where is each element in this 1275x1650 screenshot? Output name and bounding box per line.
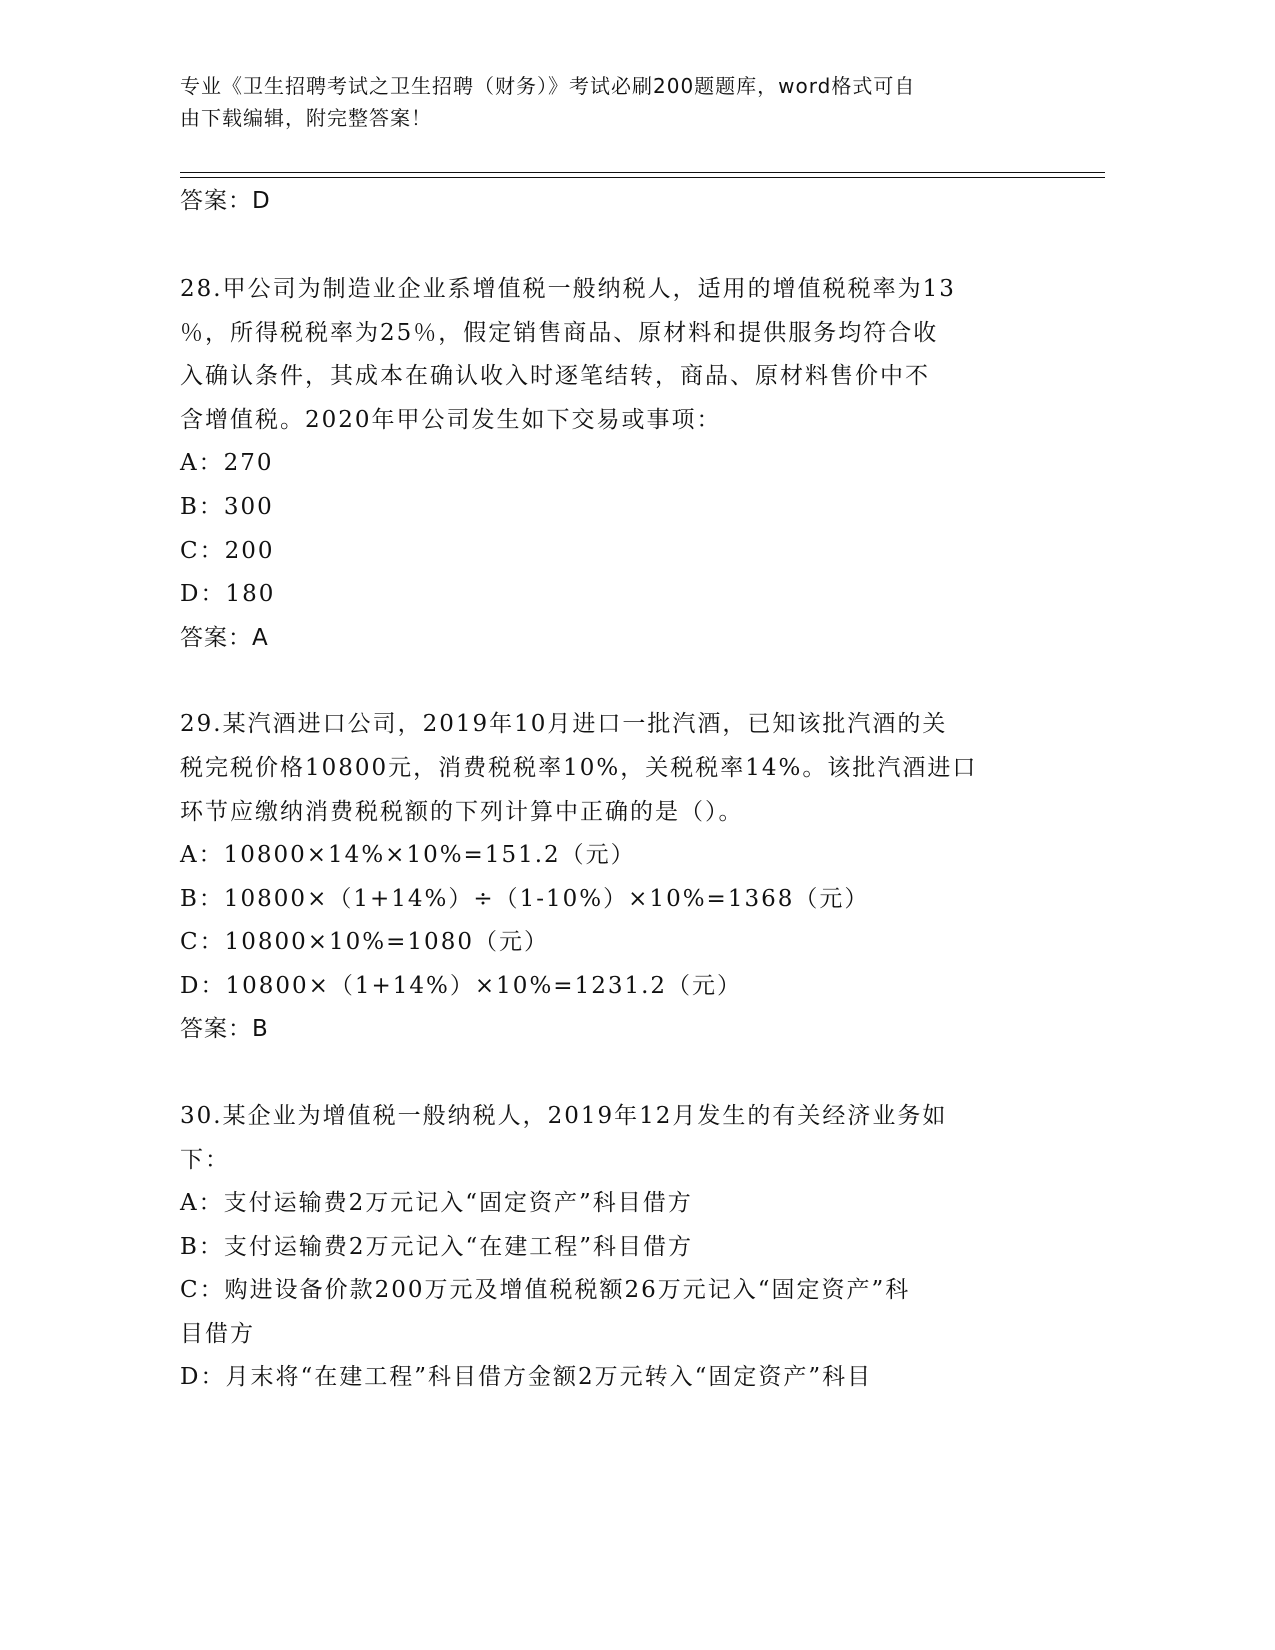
option-b: B：300 xyxy=(180,494,274,520)
option-a: A：10800×14%×10%=151.2（元） xyxy=(180,842,636,868)
question-stem-line: 下： xyxy=(180,1147,230,1173)
option-b: B：支付运输费2万元记入“在建工程”科目借方 xyxy=(180,1234,694,1260)
question-stem-line: 29.某汽酒进口公司，2019年10月进口一批汽酒，已知该批汽酒的关 xyxy=(180,711,948,737)
option-c: C：200 xyxy=(180,538,275,564)
option-b: B：10800×（1+14%）÷（1-10%）×10%=1368（元） xyxy=(180,886,870,912)
question-stem-line: 28.甲公司为制造业企业系增值税一般纳税人，适用的增值税税率为13 xyxy=(180,276,956,302)
option-c: C：购进设备价款200万元及增值税税额26万元记入“固定资产”科 xyxy=(180,1277,911,1303)
question-stem-line: 环节应缴纳消费税税额的下列计算中正确的是（）。 xyxy=(180,799,744,825)
header-line: 专业《卫生招聘考试之卫生招聘（财务）》考试必刷200题题库，word格式可自 xyxy=(180,74,916,98)
answer: 答案：B xyxy=(180,1016,269,1042)
header-divider xyxy=(180,177,1105,178)
option-d: D：10800×（1+14%）×10%=1231.2（元） xyxy=(180,973,743,999)
option-d: D：月末将“在建工程”科目借方金额2万元转入“固定资产”科目 xyxy=(180,1364,873,1390)
question-stem-line: 含增值税。2020年甲公司发生如下交易或事项： xyxy=(180,407,722,433)
option-a: A：支付运输费2万元记入“固定资产”科目借方 xyxy=(180,1190,693,1216)
answer-27: 答案：D xyxy=(180,188,271,214)
header-divider xyxy=(180,172,1105,173)
page-header xyxy=(180,70,1060,134)
question-stem-line: 入确认条件，其成本在确认收入时逐笔结转，商品、原材料售价中不 xyxy=(180,363,930,389)
option-d: D：180 xyxy=(180,581,276,607)
question-stem-line: 30.某企业为增值税一般纳税人，2019年12月发生的有关经济业务如 xyxy=(180,1103,948,1129)
answer: 答案：A xyxy=(180,625,269,651)
option-a: A：270 xyxy=(180,450,274,476)
question-stem-line: 税完税价格10800元，消费税税率10%，关税税率14%。该批汽酒进口 xyxy=(180,755,978,781)
header-line: 由下载编辑，附完整答案！ xyxy=(180,106,432,130)
option-c-continued: 目借方 xyxy=(180,1321,255,1347)
question-stem-line: ％，所得税税率为25％，假定销售商品、原材料和提供服务均符合收 xyxy=(180,320,939,346)
option-c: C：10800×10%=1080（元） xyxy=(180,929,549,955)
